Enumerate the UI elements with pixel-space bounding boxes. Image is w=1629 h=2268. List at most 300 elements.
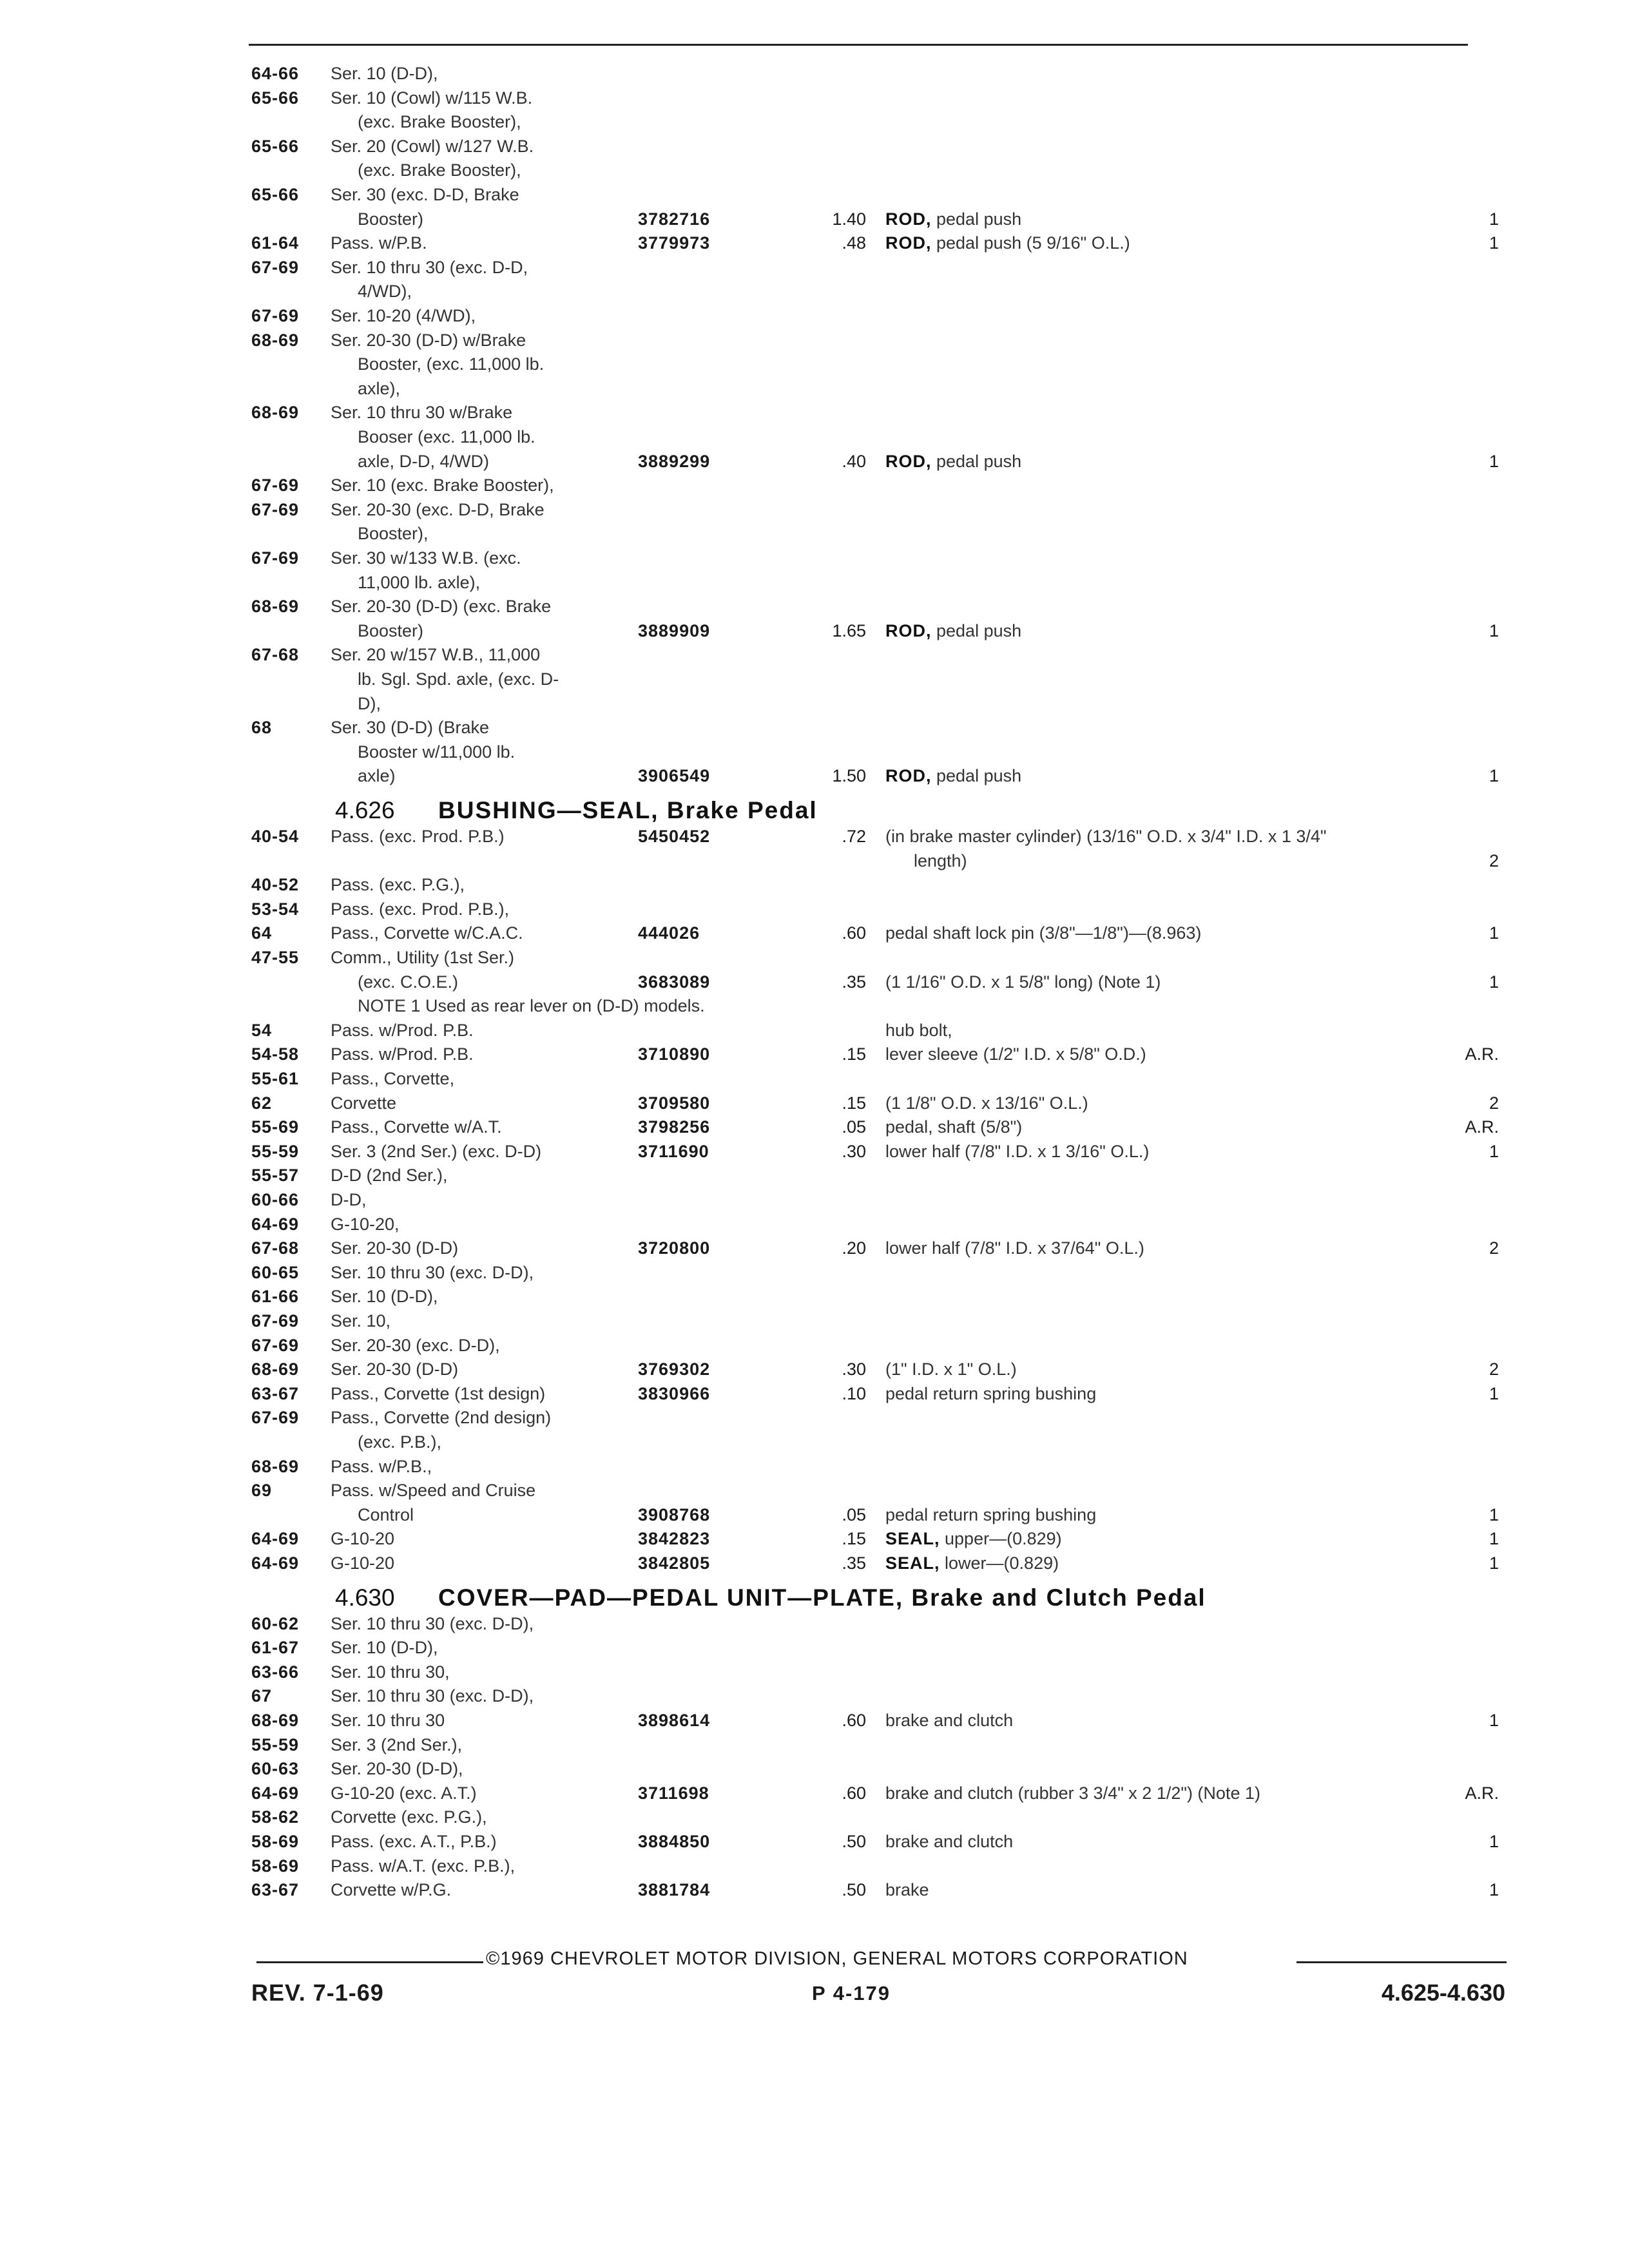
part-description: pedal return spring bushing [885,1383,1097,1403]
model-years: 65-66 [251,185,300,204]
model-years: 68-69 [251,1360,300,1379]
parts-row [0,498,1629,522]
parts-row [0,1334,1629,1358]
footer-copyright: ©1969 CHEVROLET MOTOR DIVISION, GENERAL MOTORS CORPORATION [486,1948,1188,1969]
parts-row [0,62,1629,86]
model-years: 40-52 [251,875,300,895]
model-years: 40-54 [251,827,300,846]
application: Booster) [358,209,424,229]
model-years: 53-54 [251,899,300,919]
part-number: 3711698 [638,1783,709,1803]
application: Pass. (exc. Prod. P.B.) [331,827,505,846]
parts-row [0,1406,1629,1430]
quantity: A.R. [1465,1044,1499,1064]
model-years: 67 [251,1686,273,1706]
application: Ser. 10 thru 30 (exc. D-D, [331,257,528,277]
part-description: brake and clutch [885,1832,1014,1851]
part-description: pedal shaft lock pin (3/8"—1/8")—(8.963) [885,923,1202,943]
part-description: hub bolt, [885,1020,952,1040]
application: axle) [358,766,396,786]
quantity: 1 [1489,766,1499,786]
part-number: 5450452 [638,827,711,846]
parts-row [0,183,1629,207]
model-years: 67-69 [251,476,300,495]
price: .35 [842,972,866,992]
model-years: 67-68 [251,645,300,665]
model-years: 60-66 [251,1190,300,1209]
note-row [0,994,1629,1018]
parts-row [0,1236,1629,1260]
parts-row [0,1115,1629,1139]
application: Ser. 10 (D-D), [331,1638,438,1658]
part-number: 3709580 [638,1093,711,1113]
parts-row [0,1261,1629,1285]
parts-row [0,873,1629,897]
parts-row [0,546,1629,570]
part-description: (1 1/16" O.D. x 1 5/8" long) (Note 1) [885,972,1161,992]
part-number: 3889909 [638,620,711,640]
price: 1.50 [832,766,866,786]
part-number: 3720800 [638,1238,711,1258]
price: .60 [842,1783,866,1803]
application: axle), [358,378,401,398]
application: Pass. w/P.B. [331,233,427,253]
model-years: 62 [251,1093,273,1113]
quantity: 2 [1489,1360,1499,1379]
model-years: 60-65 [251,1262,300,1282]
quantity: 1 [1489,209,1499,229]
part-number: 3710890 [638,1044,711,1064]
price: .20 [842,1238,866,1258]
parts-row [0,1709,1629,1733]
application: axle, D-D, 4/WD) [358,451,490,471]
application: Ser. 10 thru 30 w/Brake [331,403,513,423]
application: Pass., Corvette (1st design) [331,1383,546,1403]
quantity: A.R. [1465,1783,1499,1803]
price: .60 [842,1711,866,1730]
parts-row [0,1309,1629,1333]
parts-row [0,1805,1629,1829]
part-description: (1 1/8" O.D. x 13/16" O.L.) [885,1093,1088,1113]
parts-row [0,692,1629,716]
quantity: 1 [1489,233,1499,253]
parts-row [0,86,1629,110]
application: (exc. Brake Booster), [358,112,521,132]
price: .40 [842,451,866,471]
application: G-10-20 (exc. A.T.) [331,1783,477,1803]
application: D), [358,693,381,713]
model-years: 55-69 [251,1117,300,1137]
application: Ser. 20-30 (D-D) [331,1238,459,1258]
application: Ser. 10-20 (4/WD), [331,306,476,325]
footer-rule-right [1296,1961,1507,1963]
part-description: SEAL, upper—(0.829) [885,1529,1062,1549]
model-years: 68-69 [251,597,300,617]
model-years: 65-66 [251,88,300,108]
application: Pass. w/Speed and Cruise [331,1481,536,1501]
parts-row [0,159,1629,182]
quantity: 1 [1489,451,1499,471]
quantity: 1 [1489,620,1499,640]
parts-row [0,1684,1629,1708]
application: Ser. 30 w/133 W.B. (exc. [331,548,521,568]
parts-row [0,1612,1629,1636]
quantity: 1 [1489,1141,1499,1161]
parts-row [0,1091,1629,1115]
part-number: 3908768 [638,1504,711,1524]
price: .30 [842,1360,866,1379]
model-years: 67-69 [251,499,300,519]
model-years: 67-69 [251,306,300,325]
application: Ser. 20-30 (D-D) (exc. Brake [331,597,552,617]
parts-row [0,304,1629,328]
price: .15 [842,1044,866,1064]
footer-page-number: P 4-179 [812,1982,891,2004]
part-number: 444026 [638,923,700,943]
application: Corvette (exc. P.G.), [331,1807,487,1827]
parts-row [0,1878,1629,1902]
parts-row [0,970,1629,994]
price: .50 [842,1880,866,1900]
application: Pass. w/Prod. P.B. [331,1020,474,1040]
part-number: 3842805 [638,1553,711,1573]
model-years: 68 [251,718,273,738]
parts-row [0,1854,1629,1878]
price: .05 [842,1117,866,1137]
quantity: 2 [1489,1093,1499,1113]
parts-row [0,1552,1629,1575]
parts-row [0,1757,1629,1781]
application: D-D (2nd Ser.), [331,1166,448,1186]
parts-row [0,231,1629,255]
model-years: 67-69 [251,1408,300,1428]
model-years: 64-66 [251,64,300,83]
application: 4/WD), [358,282,412,302]
model-years: 60-62 [251,1613,300,1633]
parts-row [0,1430,1629,1454]
parts-row [0,946,1629,970]
part-number: 3889299 [638,451,711,471]
parts-row [0,1188,1629,1212]
model-years: 54-58 [251,1044,300,1064]
parts-row [0,1285,1629,1309]
part-description: pedal, shaft (5/8") [885,1117,1023,1137]
application: Pass., Corvette w/A.T. [331,1117,502,1137]
application: Pass. w/A.T. (exc. P.B.), [331,1856,516,1876]
parts-row [0,1733,1629,1757]
parts-row [0,1455,1629,1479]
part-description: ROD, pedal push [885,620,1022,640]
model-years: 58-69 [251,1832,300,1851]
parts-row [0,716,1629,740]
parts-row [0,377,1629,401]
part-number: 3842823 [638,1529,711,1549]
price: .60 [842,923,866,943]
application: Ser. 20-30 (D-D) [331,1360,459,1379]
model-years: 64-69 [251,1529,300,1549]
parts-row [0,1830,1629,1854]
part-number: 3881784 [638,1880,711,1900]
part-description: lever sleeve (1/2" I.D. x 5/8" O.D.) [885,1044,1146,1064]
model-years: 64-69 [251,1214,300,1234]
part-description: (in brake master cylinder) (13/16" O.D. x 3/4" I.D. x 1 3/4" [885,827,1327,846]
parts-row [0,256,1629,280]
parts-row [0,1636,1629,1660]
part-description: (1" I.D. x 1" O.L.) [885,1360,1017,1379]
note-text: NOTE 1 Used as rear lever on (D-D) models. [358,996,705,1016]
model-years: 55-61 [251,1069,300,1088]
application: Pass., Corvette (2nd design) [331,1408,552,1428]
application: Corvette [331,1093,397,1113]
application: Ser. 10 thru 30 [331,1711,445,1730]
quantity: 1 [1489,1504,1499,1524]
application: Pass. (exc. Prod. P.B.), [331,899,510,919]
parts-row [0,1479,1629,1503]
parts-row [0,1164,1629,1187]
application: (exc. P.B.), [358,1432,442,1452]
parts-row [0,1358,1629,1381]
application: Booster) [358,620,424,640]
model-years: 60-63 [251,1759,300,1779]
quantity: 2 [1489,850,1499,870]
model-years: 68-69 [251,403,300,423]
application: Pass. (exc. P.G.), [331,875,465,895]
part-number: 3898614 [638,1711,711,1730]
parts-row [0,1660,1629,1684]
application: Ser. 3 (2nd Ser.) (exc. D-D) [331,1141,542,1161]
part-number: 3782716 [638,209,711,229]
application: Ser. 10, [331,1311,391,1331]
model-years: 67-69 [251,1335,300,1355]
top-rule [249,44,1468,46]
application: Pass. (exc. A.T., P.B.) [331,1832,497,1851]
application: Ser. 20-30 (exc. D-D, Brake [331,499,545,519]
section-heading [335,795,818,826]
application: Ser. 10 thru 30 (exc. D-D), [331,1262,534,1282]
parts-row [0,668,1629,691]
application: Comm., Utility (1st Ser.) [331,948,515,967]
parts-row [0,1382,1629,1406]
parts-row [0,619,1629,643]
model-years: 58-69 [251,1856,300,1876]
parts-row [0,921,1629,945]
price: 1.40 [832,209,866,229]
model-years: 64 [251,923,273,943]
application: Ser. 20-30 (D-D), [331,1759,463,1779]
application: Booster), [358,524,429,544]
model-years: 54 [251,1020,273,1040]
application: Control [358,1504,414,1524]
part-description: SEAL, lower—(0.829) [885,1553,1059,1573]
parts-row [0,1213,1629,1236]
part-description: brake and clutch (rubber 3 3/4" x 2 1/2") (Note 1) [885,1783,1260,1803]
application: 11,000 lb. axle), [358,572,481,592]
parts-row [0,207,1629,231]
model-years: 61-67 [251,1638,300,1658]
model-years: 61-64 [251,233,300,253]
parts-row [0,329,1629,352]
section-title: BUSHING—SEAL, Brake Pedal [438,797,818,823]
section-number: 4.626 [335,797,395,823]
footer-revision: REV. 7-1-69 [251,1979,384,2006]
application: Booster w/11,000 lb. [358,742,516,762]
application: Ser. 10 thru 30 (exc. D-D), [331,1613,534,1633]
quantity: 1 [1489,1529,1499,1549]
application: Pass., Corvette, [331,1069,455,1088]
part-number: 3769302 [638,1360,711,1379]
part-number: 3798256 [638,1117,711,1137]
section-heading [335,1582,1206,1613]
parts-row [0,898,1629,921]
part-number: 3830966 [638,1383,711,1403]
model-years: 55-59 [251,1735,300,1754]
price: .50 [842,1832,866,1851]
application: Ser. 10 (D-D), [331,64,438,83]
price: .35 [842,1553,866,1573]
parts-row [0,135,1629,159]
part-description: ROD, pedal push [885,209,1022,229]
application: Pass. w/Prod. P.B. [331,1044,474,1064]
model-years: 67-69 [251,257,300,277]
parts-row [0,522,1629,546]
application: G-10-20 [331,1553,395,1573]
price: .30 [842,1141,866,1161]
quantity: 1 [1489,1383,1499,1403]
model-years: 61-66 [251,1287,300,1307]
part-number: 3884850 [638,1832,711,1851]
parts-row [0,571,1629,595]
model-years: 47-55 [251,948,300,967]
parts-row [0,280,1629,303]
part-description: pedal return spring bushing [885,1504,1097,1524]
model-years: 67-68 [251,1238,300,1258]
application: Ser. 10 thru 30, [331,1662,450,1682]
part-number: 3683089 [638,972,711,992]
application: Ser. 20 w/157 W.B., 11,000 [331,645,541,665]
model-years: 58-62 [251,1807,300,1827]
price: .72 [842,827,866,846]
price: .10 [842,1383,866,1403]
application: Pass. w/P.B., [331,1456,432,1476]
application: G-10-20, [331,1214,400,1234]
price: .15 [842,1529,866,1549]
application: (exc. C.O.E.) [358,972,459,992]
parts-row [0,352,1629,376]
parts-row [0,1503,1629,1527]
parts-row [0,1140,1629,1164]
application: Ser. 10 (Cowl) w/115 W.B. [331,88,533,108]
application: Booser (exc. 11,000 lb. [358,427,535,447]
model-years: 55-59 [251,1141,300,1161]
model-years: 68-69 [251,1711,300,1730]
parts-row [0,1019,1629,1043]
application: Ser. 10 (D-D), [331,1287,438,1307]
model-years: 69 [251,1481,273,1501]
parts-row [0,825,1629,849]
application: Ser. 3 (2nd Ser.), [331,1735,463,1754]
application: Corvette w/P.G. [331,1880,452,1900]
quantity: 1 [1489,1711,1499,1730]
parts-row [0,425,1629,449]
application: lb. Sgl. Spd. axle, (exc. D- [358,669,559,689]
quantity: A.R. [1465,1117,1499,1137]
parts-row [0,450,1629,474]
part-description: brake and clutch [885,1711,1014,1730]
application: G-10-20 [331,1529,395,1549]
application: Ser. 20 (Cowl) w/127 W.B. [331,136,534,156]
parts-row [0,1782,1629,1805]
parts-row [0,740,1629,764]
application: Ser. 10 thru 30 (exc. D-D), [331,1686,534,1706]
parts-row [0,764,1629,788]
part-description: brake [885,1880,929,1900]
model-years: 63-67 [251,1880,300,1900]
model-years: 63-67 [251,1383,300,1403]
parts-row [0,474,1629,497]
part-number: 3779973 [638,233,711,253]
model-years: 64-69 [251,1553,300,1573]
footer-section-range: 4.625-4.630 [1381,1979,1505,2006]
model-years: 64-69 [251,1783,300,1803]
model-years: 55-57 [251,1166,300,1186]
quantity: 1 [1489,1832,1499,1851]
model-years: 65-66 [251,136,300,156]
part-description: lower half (7/8" I.D. x 37/64" O.L.) [885,1238,1144,1258]
quantity: 1 [1489,1880,1499,1900]
application: Booster, (exc. 11,000 lb. [358,354,545,374]
part-number: 3906549 [638,766,711,786]
parts-row [0,1043,1629,1066]
model-years: 68-69 [251,330,300,350]
part-description: ROD, pedal push (5 9/16" O.L.) [885,233,1130,253]
section-title: COVER—PAD—PEDAL UNIT—PLATE, Brake and Clutch Pedal [438,1584,1206,1611]
parts-row [0,1067,1629,1091]
application: Ser. 30 (D-D) (Brake [331,718,490,738]
application: Ser. 20-30 (D-D) w/Brake [331,330,526,350]
part-description: ROD, pedal push [885,766,1022,786]
quantity: 2 [1489,1238,1499,1258]
model-years: 63-66 [251,1662,300,1682]
parts-row [0,1527,1629,1551]
parts-row [0,643,1629,667]
model-years: 67-69 [251,1311,300,1331]
parts-row [0,595,1629,619]
quantity: 1 [1489,972,1499,992]
application: Ser. 20-30 (exc. D-D), [331,1335,500,1355]
application: (exc. Brake Booster), [358,160,521,180]
price: .05 [842,1504,866,1524]
part-description: lower half (7/8" I.D. x 1 3/16" O.L.) [885,1141,1150,1161]
parts-row [0,401,1629,425]
price: .48 [842,233,866,253]
application: Ser. 10 (exc. Brake Booster), [331,476,554,495]
quantity: 1 [1489,923,1499,943]
application: Pass., Corvette w/C.A.C. [331,923,523,943]
part-description: ROD, pedal push [885,451,1022,471]
model-years: 67-69 [251,548,300,568]
model-years: 68-69 [251,1456,300,1476]
section-number: 4.630 [335,1584,395,1611]
part-number: 3711690 [638,1141,709,1161]
price: .15 [842,1093,866,1113]
price: 1.65 [832,620,866,640]
application: D-D, [331,1190,367,1209]
application: Ser. 30 (exc. D-D, Brake [331,185,519,204]
part-description: length) [914,850,967,870]
quantity: 1 [1489,1553,1499,1573]
footer-rule-left [256,1961,483,1963]
parts-row [0,849,1629,873]
